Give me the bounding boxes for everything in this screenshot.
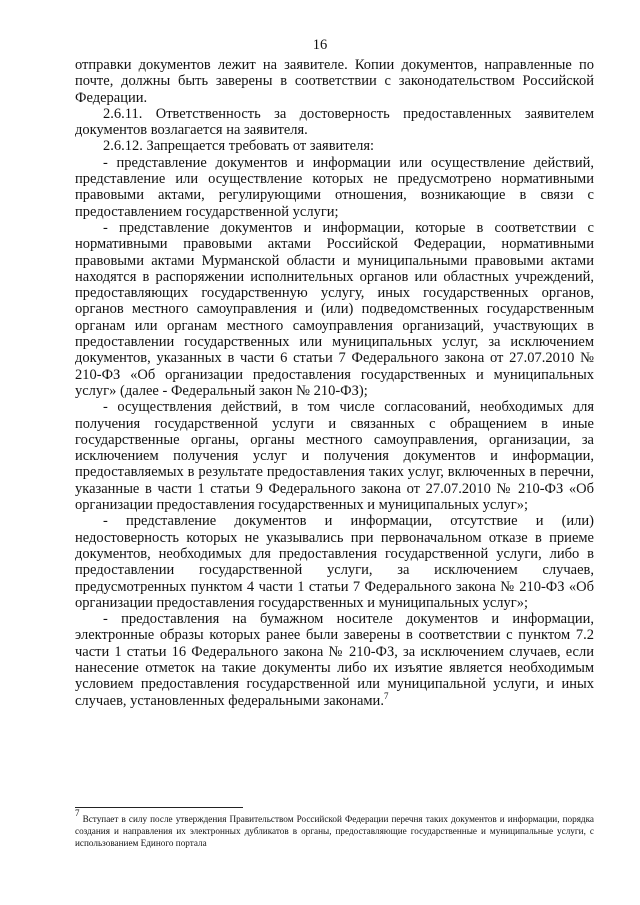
- footnote-marker: 7: [75, 808, 80, 818]
- footnote: [75, 808, 594, 849]
- list-item-5-text: - предоставления на бумажном носителе документов и информации, электронные образы которых ранее были заверены в соответствии с пунктом 7.2 части 1 статьи 16 Федерального закона № 210-ФЗ, за исключением случаев, если нанесение отметок на такие документы либо их изъятие является необходимым условием предоставления государственной или муниципальной услуги, и иных случаев, установленных федеральными законами.: [75, 611, 594, 709]
- list-item-5: [75, 611, 594, 709]
- paragraph-continuation: отправки документов лежит на заявителе. Копии документов, направленные по почте, должны быть заверены в соответствии с законодательством Российской Федерации.: [75, 57, 594, 106]
- paragraph-2-6-11: 2.6.11. Ответственность за достоверность предоставленных заявителем документов возлагается на заявителя.: [75, 105, 594, 139]
- footnote-text: Вступает в силу после утверждения Правительством Российской Федерации перечня таких документов и информации, порядка создания и направления их электронных дубликатов в органы, предоставляющие государственные и муниципальные услуги, с использованием Единого портала: [75, 814, 594, 848]
- list-item-1: - представление документов и информации или осуществление действий, представление или осуществление которых не предусмотрено нормативными правовыми актами, регулирующими отношения, возникающие в связи с предоставлением государственной услуги;: [75, 154, 594, 220]
- footnote-reference: 7: [383, 690, 389, 701]
- paragraph-2-6-12: 2.6.12. Запрещается требовать от заявителя:: [103, 138, 375, 155]
- list-item-2: - представление документов и информации, которые в соответствии с нормативными правовыми актами Российской Федерации, нормативными правовыми актами Мурманской области и муниципальными правовыми актами находятся в распоряжении исполнительных органов или областных учреждений, предоставляющих государственную услугу, иных государственных органов, органов местного самоуправления и (или) подведомственных государственным органам или органам местного самоуправления организаций, участвующих в предоставлении государственных или муниципальных услуг, за исключением документов, указанных в части 6 статьи 7 Федерального закона от 27.07.2010 № 210-ФЗ «Об организации предоставления государственных и муниципальных услуг» (далее - Федеральный закон № 210-ФЗ);: [75, 219, 594, 399]
- list-item-4: - представление документов и информации, отсутствие и (или) недостоверность которых не указывались при первоначальном отказе в приеме документов, необходимых для предоставления государственной услуги, либо в предоставлении государственной услуги, за исключением случаев, предусмотренных пунктом 4 части 1 статьи 7 Федерального закона № 210-ФЗ «Об организации предоставления государственных и муниципальных услуг»;: [75, 513, 594, 611]
- footnote-divider: [75, 807, 243, 808]
- document-body: [75, 57, 594, 709]
- page-number: 16: [312, 37, 328, 53]
- list-item-3: - осуществления действий, в том числе согласований, необходимых для получения государственной услуги и связанных с обращением в иные государственные органы, органы местного самоуправления, организации, за исключением получения услуг и получения документов и информации, предоставляемых в результате предоставления таких услуг, включенных в перечни, указанные в части 1 статьи 9 Федерального закона от 27.07.2010 № 210-ФЗ «Об организации предоставления государственных и муниципальных услуг»;: [75, 399, 594, 514]
